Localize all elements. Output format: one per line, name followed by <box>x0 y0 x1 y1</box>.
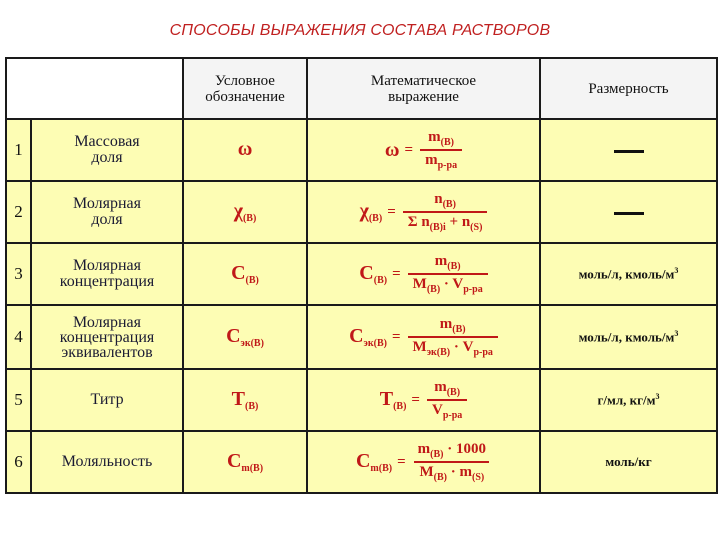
row-name: Молярная концентрация <box>31 243 183 305</box>
table-row <box>6 431 717 493</box>
row-expression: $С_{m(В)}$ = $\frac{m_{(В)} \cdot 1000}{M_{(В)} \cdot m_{(S)}}$ <box>307 431 540 493</box>
fraction: $\frac{n_{(В)}}{\Sigma n_{(В)i} + n_{(S)}}$ <box>403 191 488 233</box>
row-symbol: $Т_{(В)}$ <box>183 369 307 431</box>
table-row <box>6 119 717 181</box>
dash <box>614 150 644 153</box>
row-name: Моляльность <box>31 431 183 493</box>
row-expression: $С_{(В)}$ = $\frac{m_{(В)}}{M_{(В)} \cdot V_{р-ра}}$ <box>307 243 540 305</box>
fraction: $\frac{m_{(В)}}{V_{р-ра}}$ <box>427 379 467 421</box>
header-dimension: Размерность <box>540 58 717 119</box>
row-number: 5 <box>6 369 31 431</box>
row-name: Молярная доля <box>31 181 183 243</box>
table-row <box>6 243 717 305</box>
row-name: Титр <box>31 369 183 431</box>
fraction: $\frac{m_{(В)}}{m_{р-ра}}$ <box>420 129 462 171</box>
row-expression: $\chi_{(В)}$ = $\frac{n_{(В)}}{\Sigma n_{(В)i} + n_{(S)}}$ <box>307 181 540 243</box>
row-number: 1 <box>6 119 31 181</box>
header-symbol: Условное обозначение <box>183 58 307 119</box>
table-row <box>6 369 717 431</box>
row-symbol: ω <box>183 119 307 181</box>
row-symbol: $С_{эк(В)}$ <box>183 305 307 369</box>
row-dimension: моль/л, кмоль/$м^3$ <box>540 305 717 369</box>
row-expression: $Т_{(В)}$ = $\frac{m_{(В)}}{V_{р-ра}}$ <box>307 369 540 431</box>
table-row <box>6 305 717 369</box>
fraction: $\frac{m_{(В)} \cdot 1000}{M_{(В)} \cdot m_{(S)}}$ <box>413 441 491 483</box>
row-symbol: $\chi_{(В)}$ <box>183 181 307 243</box>
row-symbol: $С_{(В)}$ <box>183 243 307 305</box>
row-number: 4 <box>6 305 31 369</box>
row-number: 3 <box>6 243 31 305</box>
row-symbol: $С_{m(В)}$ <box>183 431 307 493</box>
table-header-row <box>6 58 717 119</box>
row-dimension: моль/кг <box>540 431 717 493</box>
dash <box>614 212 644 215</box>
row-name: Молярная концентрация эквивалентов <box>31 305 183 369</box>
page-title: СПОСОБЫ ВЫРАЖЕНИЯ СОСТАВА РАСТВОРОВ <box>169 22 551 39</box>
row-number: 2 <box>6 181 31 243</box>
solution-composition-table <box>5 57 718 494</box>
row-expression: ω = $\frac{m_{(В)}}{m_{р-ра}}$ <box>307 119 540 181</box>
row-dimension: г/мл, $кг/м^3$ <box>540 369 717 431</box>
row-dimension: моль/л, кмоль/$м^3$ <box>540 243 717 305</box>
fraction: $\frac{m_{(В)}}{M_{(В)} \cdot V_{р-ра}}$ <box>408 253 488 295</box>
row-expression: $С_{эк(В)}$ = $\frac{m_{(В)}}{M_{эк(В)} \cdot V_{р-ра}}$ <box>307 305 540 369</box>
header-expression: Математическое выражение <box>307 58 540 119</box>
header-blank-cell <box>6 58 183 119</box>
row-dimension <box>540 181 717 243</box>
row-name: Массовая доля <box>31 119 183 181</box>
row-dimension <box>540 119 717 181</box>
table-row <box>6 181 717 243</box>
fraction: $\frac{m_{(В)}}{M_{эк(В)} \cdot V_{р-ра}}$ <box>408 316 498 358</box>
row-number: 6 <box>6 431 31 493</box>
